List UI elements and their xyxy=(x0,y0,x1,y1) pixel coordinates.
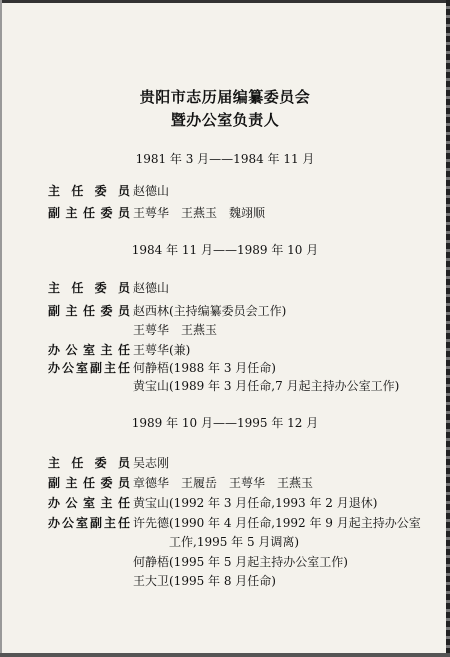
period-heading: 1989 年 10 月——1995 年 12 月 xyxy=(131,416,319,430)
member-names: 吴志刚 xyxy=(133,456,170,470)
member-names: 赵德山 xyxy=(133,281,170,295)
member-names: 何静梧(1995 年 5 月起主持办公室工作) xyxy=(133,555,348,569)
page-subtitle: 暨办公室负责人 xyxy=(170,111,280,129)
member-names: 王萼华 王燕玉 xyxy=(133,323,218,337)
role-label: 主任委员 xyxy=(48,456,130,470)
role-label: 办公室副主任 xyxy=(48,516,130,530)
member-names: 王萼华(兼) xyxy=(133,343,191,357)
member-names: 赵西林(主持编纂委员会工作) xyxy=(133,304,287,318)
member-names: 赵德山 xyxy=(133,184,170,198)
role-label: 办公室主任 xyxy=(48,496,130,510)
period-heading: 1984 年 11 月——1989 年 10 月 xyxy=(131,243,319,257)
scan-edge-bottom xyxy=(0,653,450,657)
member-names: 章德华 王履岳 王萼华 王燕玉 xyxy=(133,476,314,490)
role-label: 办公室主任 xyxy=(48,343,130,357)
role-label: 主任委员 xyxy=(48,281,130,295)
member-names: 黄宝山(1992 年 3 月任命,1993 年 2 月退休) xyxy=(133,496,378,510)
role-label: 办公室副主任 xyxy=(48,361,130,375)
member-names: 王萼华 王燕玉 魏翊顺 xyxy=(133,206,266,220)
role-label: 副主任委员 xyxy=(48,206,130,220)
member-names: 王大卫(1995 年 8 月任命) xyxy=(133,574,276,588)
role-label: 副主任委员 xyxy=(48,476,130,490)
member-names: 工作,1995 年 5 月调离) xyxy=(133,535,300,549)
period-heading: 1981 年 3 月——1984 年 11 月 xyxy=(135,152,315,166)
scan-edge-top xyxy=(0,0,450,3)
role-label: 副主任委员 xyxy=(48,304,130,318)
role-label: 主任委员 xyxy=(48,184,130,198)
member-names: 许先德(1990 年 4 月任命,1992 年 9 月起主持办公室 xyxy=(133,516,421,530)
member-names: 黄宝山(1989 年 3 月任命,7 月起主持办公室工作) xyxy=(133,379,400,393)
page-title: 贵阳市志历届编纂委员会 xyxy=(139,88,311,106)
member-names: 何静梧(1988 年 3 月任命) xyxy=(133,361,276,375)
